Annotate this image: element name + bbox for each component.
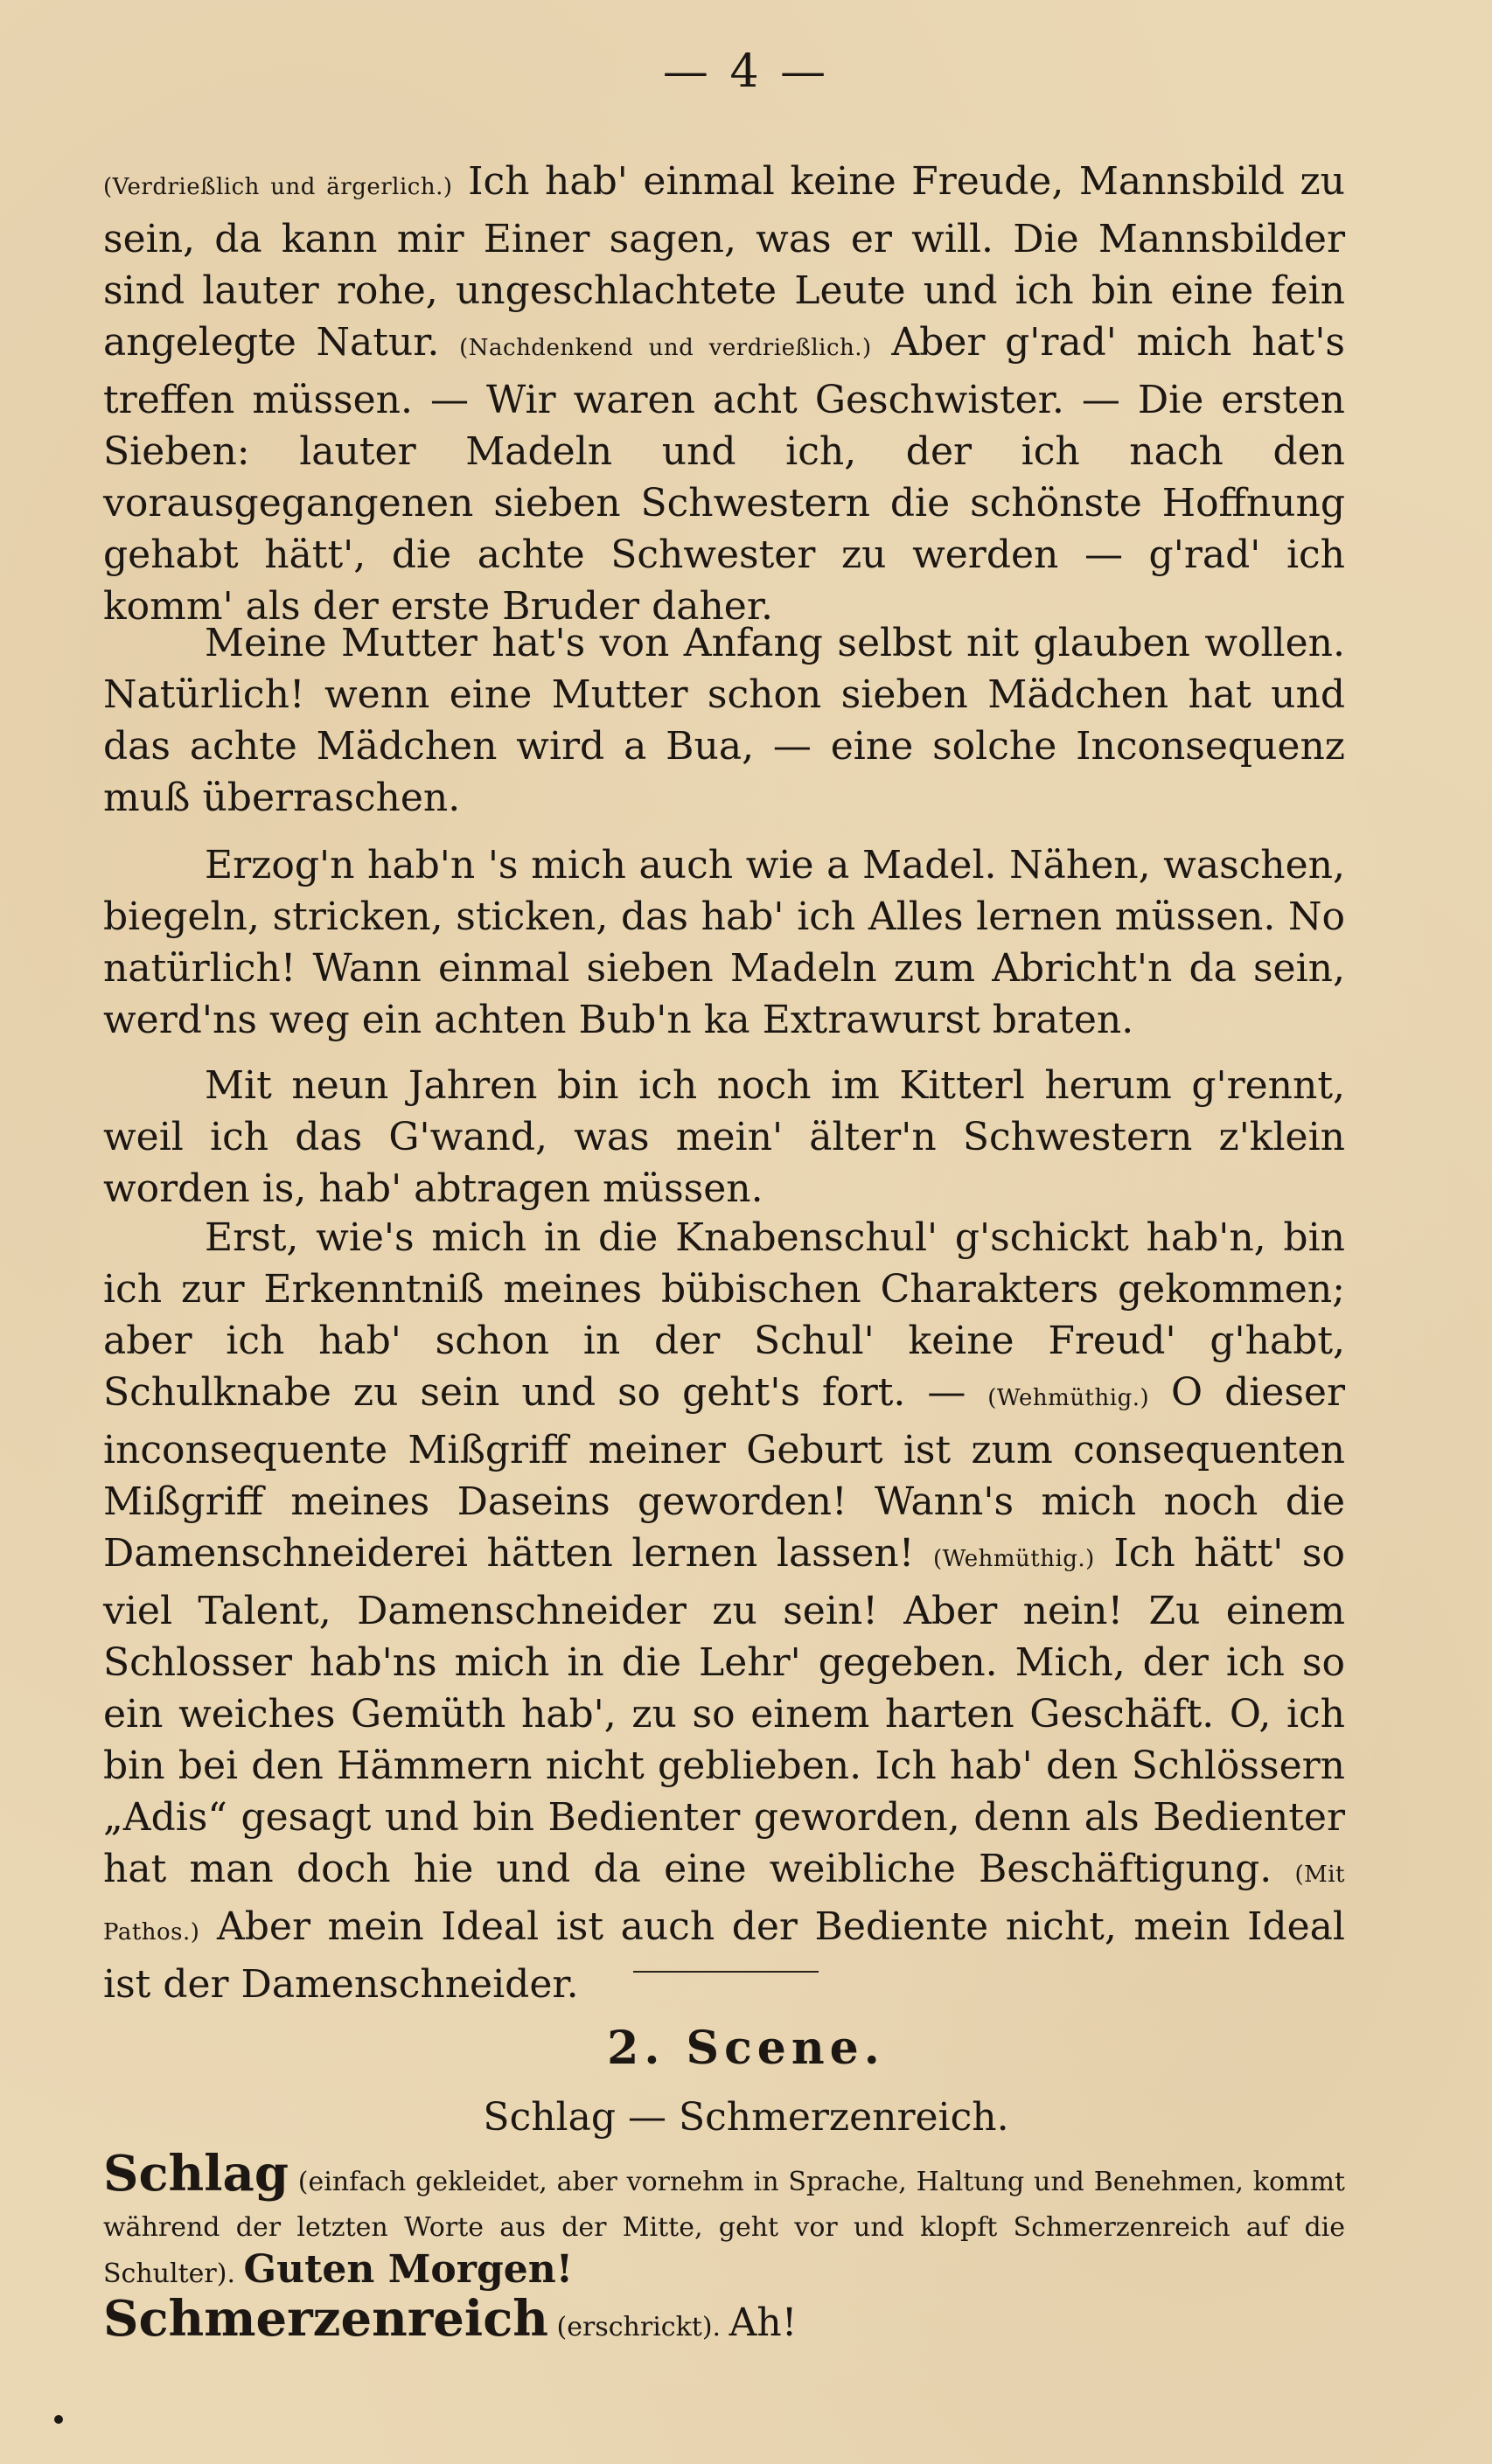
monologue-paragraph-4 [103,1060,1345,1215]
stage-direction: (Nachdenkend und verdrießlich.) [459,335,872,361]
scene-heading: 2. Scene. [607,2022,885,2075]
monologue-text: O dieser inconsequente Mißgriff meiner Geburt ist zum consequenten Mißgriff meines Daseins geworden! Wann's mich noch die Damenschneiderei hätten lernen lassen! [103,1370,1345,1576]
monologue-text: Erzog'n hab'n 's mich auch wie a Madel. Nähen, waschen, biegeln, stricken, sticken, das hab' ich Alles lernen müssen. No natürlich! Wann einmal sieben Madeln zum Abricht'n da sein, werd'ns weg ein achten Bub'n ka Extrawurst braten. [103,843,1345,1042]
stage-direction: (Verdrießlich und ärgerlich.) [103,174,453,200]
monologue-text: Mit neun Jahren bin ich noch im Kitterl herum g'rennt, weil ich das G'wand, was mein' älter'n Schwestern z'klein worden is, hab' abtragen müssen. [103,1063,1345,1211]
speaker-name: Schmerzenreich [103,2290,549,2348]
monologue-text: Aber g'rad' mich hat's treffen müssen. — Wir waren acht Geschwister. — Die ersten Sieben: lauter Madeln und ich, der ich nach den vorausgegangenen sieben Schwestern die schönste Hoffnung gehabt hätt', die achte Schwester zu werden — g'rad' ich komm' als der erste Bruder daher. [103,320,1345,629]
scene-characters: Schlag — Schmerzenreich. [483,2095,1009,2140]
monologue-text: Meine Mutter hat's von Anfang selbst nit glauben wollen. Natürlich! wenn eine Mutter schon sieben Mädchen hat und das achte Mädchen wird a Bua, — eine solche Inconsequenz muß überraschen. [103,621,1345,820]
dialog-line-schmerzenreich [103,2290,1345,2352]
monologue-text: Erst, wie's mich in die Knabenschul' g'schickt hab'n, bin ich zur Erkenntniß meines bübischen Charakters gekommen; aber ich hab' schon in der Schul' keine Freud' g'habt, Schulknabe zu sein und so geht's fort. — [103,1215,1345,1415]
monologue-text: Ich hätt' so viel Talent, Damenschneider zu sein! Aber nein! Zu einem Schlosser hab'ns mich in die Lehr' gegeben. Mich, der ich so ein weiches Gemüth hab', zu so einem harten Geschäft. O, ich bin bei den Hämmern nicht geblieben. Ich hab' den Schlössern „Adis“ gesagt und bin Bedienter geworden, denn als Bedienter hat man doch hie und da eine weibliche Beschäftigung. [103,1531,1346,1891]
spoken-line: Guten Morgen! [243,2247,574,2292]
spoken-line: Ah! [729,2300,798,2345]
monologue-paragraph-3 [103,839,1345,1046]
page-number: — 4 — [662,45,830,98]
stage-direction: (Wehmüthig.) [932,1546,1095,1572]
monologue-paragraph-1 [103,156,1345,632]
monologue-paragraph-5 [103,1212,1345,2010]
speaker-name: Schlag [103,2145,289,2203]
stage-direction: (erschrickt). [548,2312,729,2342]
stage-direction: (einfach gekleidet, aber vornehm in Sprache, Haltung und Benehmen, kommt während der letzten Worte aus der Mitte, geht vor und klopft Schmerzenreich auf die Schulter). [103,2167,1345,2289]
dialog-line-schlag [103,2145,1345,2295]
monologue-text: Ich hab' einmal keine Freude, Mannsbild zu sein, da kann mir Einer sagen, was er will. Die Mannsbilder sind lauter rohe, ungeschlachtete Leute und ich bin eine fein angelegte Natur. [103,159,1345,365]
monologue-paragraph-2 [103,617,1345,824]
stage-direction: (Mit Pathos.) [103,1862,1345,1945]
monologue-text: Aber mein Ideal ist auch der Bediente nicht, mein Ideal ist der Damenschneider. [103,1904,1345,2007]
ink-speck [54,2415,63,2424]
stage-direction: (Wehmüthig.) [987,1385,1150,1411]
section-divider [633,1971,819,1973]
